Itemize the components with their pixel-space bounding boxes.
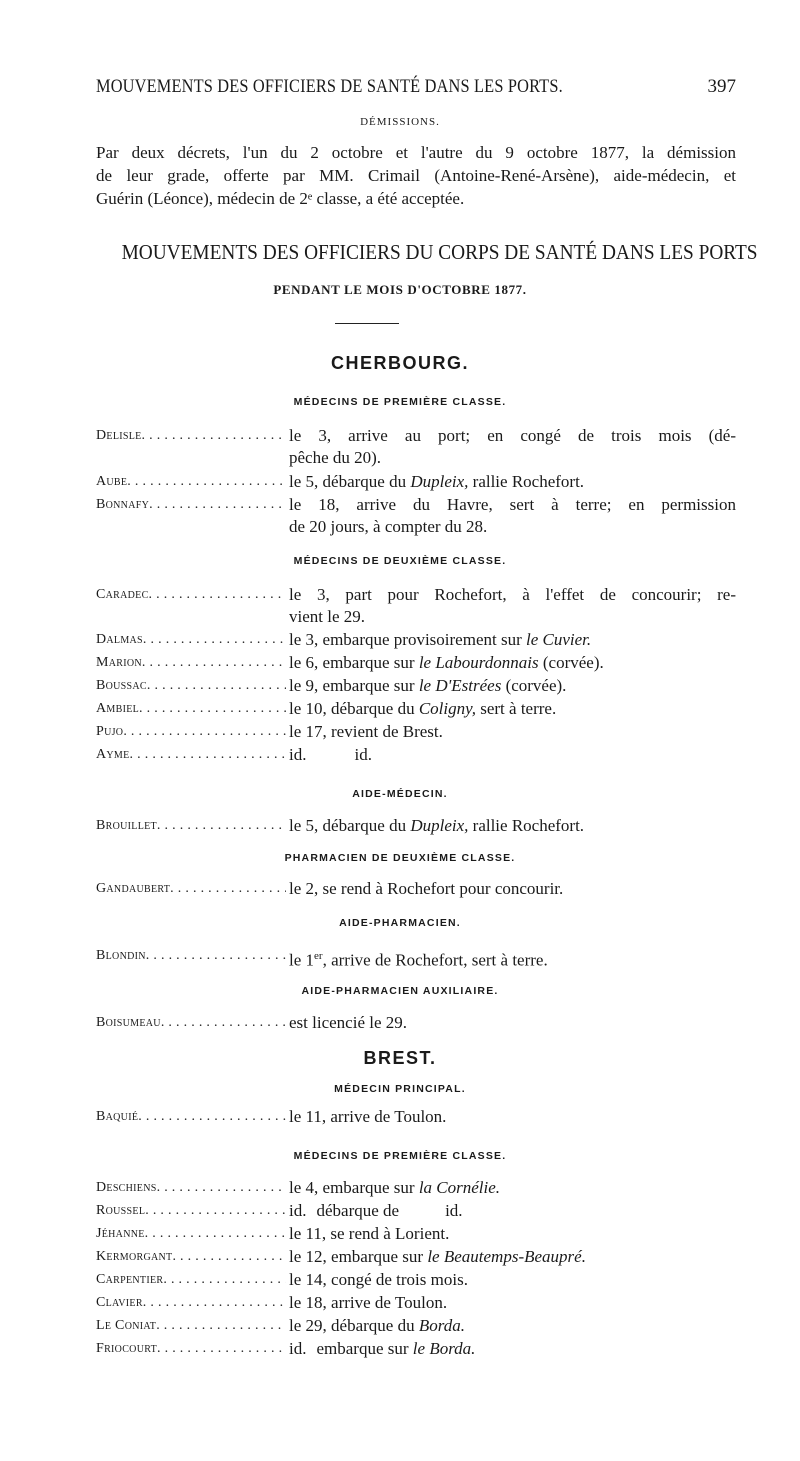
officer-name: Baquié. . . . xyxy=(96,1106,286,1128)
entry-text xyxy=(289,744,736,766)
ordinal-suffix: er xyxy=(314,950,323,962)
demissions-line: de leur grade, offerte par MM. Crimail (Antoine-René-Arsène), aide-médecin, et xyxy=(96,166,736,185)
entry-line: est licencié le 29. xyxy=(289,1013,408,1032)
entry-line: pêche du 20). xyxy=(289,448,382,467)
ship-name: le Cuvier. xyxy=(526,630,592,649)
entry-text xyxy=(289,878,736,900)
entry-text xyxy=(289,1315,736,1337)
officer-name: Deschiens. . . . xyxy=(96,1177,286,1199)
grade-heading: AIDE-MÉDECIN. xyxy=(352,788,448,800)
entry-text xyxy=(289,1269,736,1291)
entry-fragment: le 6, embarque sur xyxy=(289,653,419,672)
entry-fragment: le 29, débarque du xyxy=(289,1316,419,1335)
entry-text xyxy=(289,698,736,720)
entry-text xyxy=(289,1292,736,1314)
officer-name: Clavier. . . . xyxy=(96,1292,286,1314)
city-heading-brest: BREST. xyxy=(363,1048,437,1068)
entry-text xyxy=(289,1106,736,1128)
entry-line: le 11, arrive de Toulon. xyxy=(289,1107,447,1126)
officer-name: Friocourt. . . . xyxy=(96,1338,286,1360)
ship-name: la Cornélie. xyxy=(418,1178,501,1197)
grade-heading: AIDE-PHARMACIEN. xyxy=(339,917,461,929)
officer-name: Bonnafy. . . . xyxy=(96,494,286,516)
entry-text xyxy=(289,721,736,743)
entry-fragment: débarque de xyxy=(316,1201,400,1220)
entry-line: le 2, se rend à Rochefort pour concourir. xyxy=(289,879,564,898)
main-subtitle: PENDANT LE MOIS D'OCTOBRE 1877. xyxy=(273,282,527,297)
officer-name: Blondin. . . . xyxy=(96,945,286,967)
demissions-line: Guérin (Léonce), médecin de 2ᵉ classe, a été acceptée. xyxy=(96,189,465,208)
running-head xyxy=(96,76,736,102)
ditto-mark: id. xyxy=(289,1201,307,1220)
divider-rule xyxy=(335,323,399,324)
officer-name: Kermorgant. . . . xyxy=(96,1246,286,1268)
main-title: MOUVEMENTS DES OFFICIERS DU CORPS DE SANTÉ DANS LES PORTS xyxy=(121,240,758,264)
entry-fragment: le 9, embarque sur xyxy=(289,676,419,695)
entry-text xyxy=(289,1246,736,1268)
demissions-heading: DÉMISSIONS. xyxy=(360,116,440,128)
entry-fragment: rallie Rochefort. xyxy=(468,816,585,835)
entry-line: le 3, arrive au port; en congé de trois mois (dé- xyxy=(289,426,736,445)
ditto-mark: id. xyxy=(289,745,307,764)
officer-name: Brouillet. . . . xyxy=(96,815,286,837)
officer-name: Pujo. . . . xyxy=(96,721,286,743)
officer-name: Aube. . . . xyxy=(96,471,286,493)
grade-heading: MÉDECINS DE DEUXIÈME CLASSE. xyxy=(293,555,507,567)
ship-name: le Labourdonnais xyxy=(418,653,539,672)
city-heading-cherbourg: CHERBOURG. xyxy=(330,353,469,373)
entry-text xyxy=(289,494,736,538)
officer-name: Delisle. . . . xyxy=(96,425,286,447)
officer-name: Boussac. . . . xyxy=(96,675,286,697)
entry-text xyxy=(289,1012,736,1034)
entry-fragment: le 1 xyxy=(289,950,315,970)
officer-name: Jéhanne. . . . xyxy=(96,1223,286,1245)
entry-text xyxy=(289,945,736,972)
ship-name: Dupleix, xyxy=(410,816,469,835)
officer-name: Le Coniat. . . . xyxy=(96,1315,286,1337)
entry-text xyxy=(289,1177,736,1199)
running-head-title: MOUVEMENTS DES OFFICIERS DE SANTÉ DANS LES PORTS. xyxy=(96,76,563,97)
entry-fragment: embarque sur xyxy=(316,1339,413,1358)
grade-heading: MÉDECINS DE PREMIÈRE CLASSE. xyxy=(293,396,507,408)
entry-fragment: (corvée). xyxy=(538,653,604,672)
ship-name: Coligny, xyxy=(418,699,476,718)
entry-text xyxy=(289,1338,736,1360)
entry-text xyxy=(289,584,736,628)
entry-text xyxy=(289,675,736,697)
grade-heading: MÉDECIN PRINCIPAL. xyxy=(334,1083,466,1095)
grade-heading: MÉDECINS DE PREMIÈRE CLASSE. xyxy=(293,1150,507,1162)
entry-text xyxy=(289,425,736,469)
entry-text xyxy=(289,815,736,837)
entry-line: le 11, se rend à Lorient. xyxy=(289,1224,450,1243)
entry-line: de 20 jours, à compter du 28. xyxy=(289,517,488,536)
entry-fragment: sert à terre. xyxy=(475,699,557,718)
officer-name: Gandaubert. . . . xyxy=(96,878,286,900)
ship-name: le Borda. xyxy=(412,1339,476,1358)
officer-name: Caradec. . . . xyxy=(96,584,286,606)
ship-name: Borda. xyxy=(418,1316,465,1335)
entry-fragment: rallie Rochefort. xyxy=(468,472,585,491)
entry-fragment: (corvée). xyxy=(501,676,567,695)
officer-name: Marion. . . . xyxy=(96,652,286,674)
entry-line: le 14, congé de trois mois. xyxy=(289,1270,468,1289)
ship-name: le Beautemps-Beaupré. xyxy=(427,1247,586,1266)
ship-name: le D'Estrées xyxy=(418,676,502,695)
officer-name: Dalmas. . . . xyxy=(96,629,286,651)
entry-fragment: , arrive de Rochefort, sert à terre. xyxy=(322,950,548,970)
officer-name: Roussel. . . . xyxy=(96,1200,286,1222)
officer-name: Boisumeau. . . . xyxy=(96,1012,286,1034)
ship-name: Dupleix, xyxy=(410,472,469,491)
grade-heading: AIDE-PHARMACIEN AUXILIAIRE. xyxy=(301,985,499,997)
entry-text xyxy=(289,652,736,674)
ditto-mark: id. xyxy=(289,1339,307,1358)
entry-text xyxy=(289,1200,736,1222)
entry-line: le 18, arrive de Toulon. xyxy=(289,1293,448,1312)
entry-text xyxy=(289,629,736,651)
entry-fragment: le 10, débarque du xyxy=(289,699,419,718)
entry-fragment: le 5, débarque du xyxy=(289,816,411,835)
entry-fragment: le 12, embarque sur xyxy=(289,1247,428,1266)
entry-text xyxy=(289,1223,736,1245)
entry-fragment: le 5, débarque du xyxy=(289,472,411,491)
entry-fragment: le 3, embarque provisoirement sur xyxy=(289,630,526,649)
demissions-line: Par deux décrets, l'un du 2 octobre et l'autre du 9 octobre 1877, la démission xyxy=(96,143,736,162)
ditto-mark: id. xyxy=(445,1201,463,1220)
ditto-mark: id. xyxy=(354,745,372,764)
entry-line: le 17, revient de Brest. xyxy=(289,722,443,741)
entry-text xyxy=(289,471,736,493)
officer-name: Carpentier. . . . xyxy=(96,1269,286,1291)
officer-name: Ayme. . . . xyxy=(96,744,286,766)
entry-line: le 3, part pour Rochefort, à l'effet de concourir; re- xyxy=(289,585,736,604)
page-number: 397 xyxy=(707,76,736,97)
grade-heading: PHARMACIEN DE DEUXIÈME CLASSE. xyxy=(284,852,516,864)
entry-line: le 18, arrive du Havre, sert à terre; en permission xyxy=(289,495,736,514)
entry-fragment: le 4, embarque sur xyxy=(289,1178,419,1197)
officer-name: Ambiel. . . . xyxy=(96,698,286,720)
demissions-paragraph xyxy=(96,141,736,210)
entry-line: vient le 29. xyxy=(289,607,366,626)
